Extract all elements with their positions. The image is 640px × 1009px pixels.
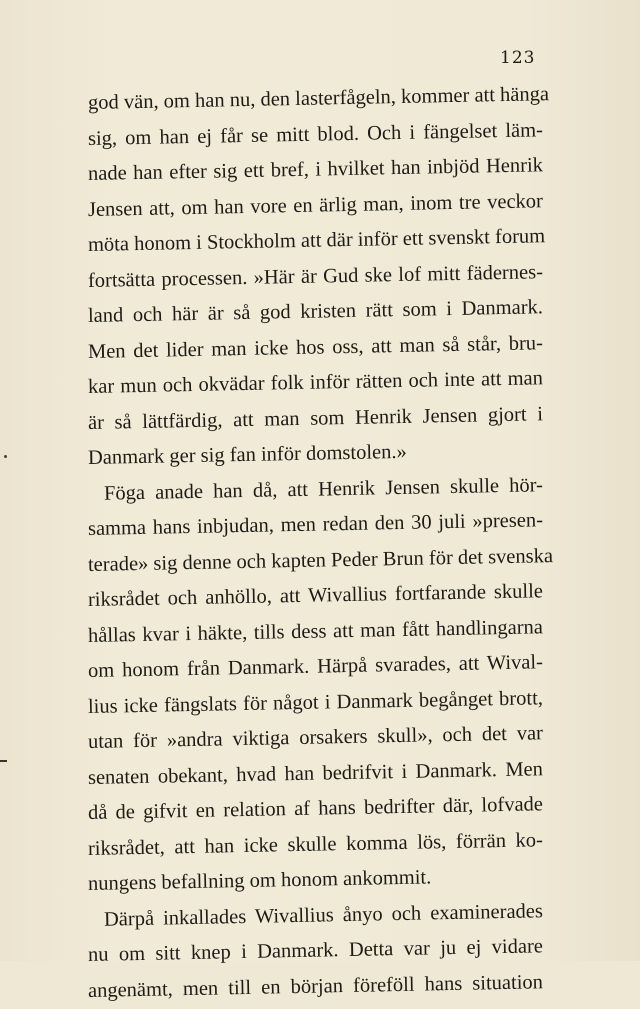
text-line: Danmark ger sig fan inför domstolen.»: [87, 440, 407, 469]
page-number: 123: [500, 48, 536, 68]
text-line: nu om sitt knep i Danmark. Detta var ju ej vidare: [87, 935, 544, 966]
text-line: kar mun och okvädar folk inför rätten och inte att man: [87, 367, 544, 398]
text-line: land och här är så god kristen rätt som i Danmark.: [87, 296, 544, 327]
text-line: är så lättfärdig, att man som Henrik Jensen gjort i: [87, 402, 544, 434]
text-line: fortsätta processen. »Här är Gud ske lof mitt fädernes-: [87, 260, 544, 292]
text-line: riksrådet och anhöllo, att Wivallius fortfarande skulle: [87, 580, 544, 611]
text-line: Föga anade han då, att Henrik Jensen skulle hör-: [103, 473, 544, 505]
text-line: senaten obekant, hvad han bedrifvit i Danmark. Men: [87, 757, 544, 789]
text-line: god vän, om han nu, den lasterfågeln, kommer att hänga: [87, 83, 550, 114]
text-line: Därpå inkallades Wivallius ånyo och examinerades: [103, 899, 544, 931]
text-line: lius icke fängslats för något i Danmark begånget brott,: [87, 686, 544, 718]
text-line: nungens befallning om honom ankommit.: [87, 866, 432, 895]
body-text: [87, 83, 554, 1009]
text-line: samma hans inbjudan, men redan den 30 juli »presen-: [87, 509, 544, 540]
text-line: angenämt, men till en början föreföll hans situation: [87, 970, 544, 1002]
text-line: Jensen att, om han vore en ärlig man, inom tre veckor: [87, 189, 544, 221]
text-line: sig, om han ej får se mitt blod. Och i fängelset läm-: [87, 118, 544, 150]
text-line: möta honom i Stockholm att där inför ett svenskt forum: [87, 225, 546, 256]
text-line: nade han efter sig ett bref, i hvilket han inbjöd Henrik: [87, 154, 544, 185]
margin-mark: [4, 455, 7, 458]
margin-mark: [0, 760, 7, 762]
text-line: utan för »andra viktiga orsakers skull», och det var: [87, 722, 544, 753]
text-line: då de gifvit en relation af hans bedrifter där, lofvade: [87, 793, 544, 824]
text-line: om honom från Danmark. Härpå svarades, att Wival-: [87, 651, 544, 682]
text-line: Men det lider man icke hos oss, att man så står, bru-: [87, 331, 544, 363]
text-line: terade» sig denne och kapten Peder Brun för det svenska: [87, 544, 554, 576]
text-line: hållas kvar i häkte, tills dess att man fått handlingarna: [87, 615, 544, 647]
text-line: riksrådet, att han icke skulle komma lös, förrän ko-: [87, 828, 544, 860]
